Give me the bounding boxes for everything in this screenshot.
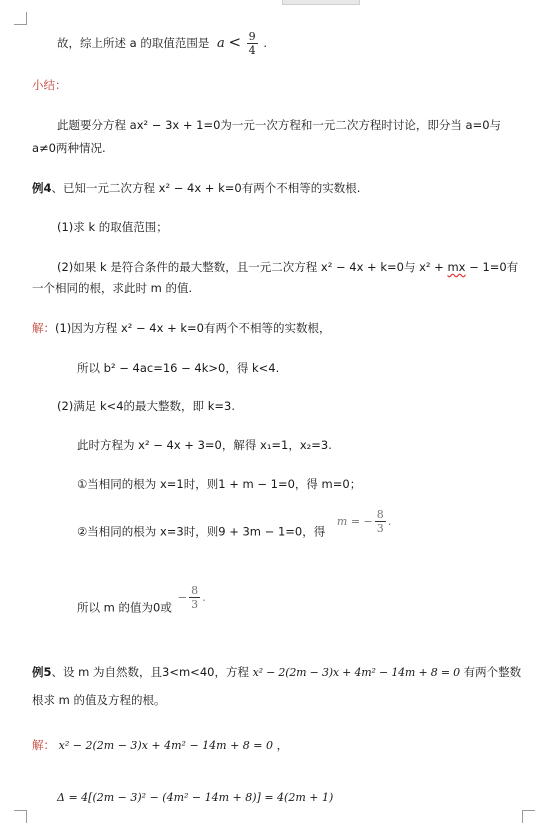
example-5-heading: [32, 664, 521, 681]
solution-4-line-3: (2)满足 k<4的最大整数，即 k=3.: [57, 399, 235, 413]
question-2-text-b: − 1=0有: [465, 260, 519, 274]
solution-5-line-1: [32, 737, 288, 754]
solution-4-line-4: 此时方程为 x² − 4x + 3=0，解得 x₁=1，x₂=3.: [77, 438, 332, 452]
summary-label: 小结：: [32, 78, 67, 92]
solution-4-text-7: 所以 m 的值为0或: [77, 600, 172, 615]
example-4-label: 例4: [32, 181, 52, 195]
example-5-text: 、设 m 为自然数，且3<m<40，方程: [51, 665, 249, 679]
example-4-question-2: [57, 259, 518, 275]
spellcheck-word: mx: [447, 260, 466, 274]
answer-end: .: [202, 590, 206, 604]
fraction-denominator: 3: [191, 598, 199, 611]
top-tab-strip: [282, 0, 360, 5]
page-corner-bottom-left: [14, 810, 27, 823]
solution-4-line-1: [32, 320, 331, 336]
m-end: .: [387, 514, 392, 528]
summary-line-2: a≠0两种情况.: [32, 141, 106, 155]
example-5-line-2: 根求 m 的值及方程的根。: [32, 693, 166, 707]
answer-fraction: [189, 584, 200, 611]
question-2-text-a: (2)如果 k 是符合条件的最大整数，且一元二次方程 x² − 4x + k=0与 x² +: [57, 260, 448, 274]
conclusion-op: <: [228, 33, 242, 51]
neg-sign: −: [177, 590, 188, 604]
page-corner-bottom-right: [522, 810, 535, 823]
solution-4-line-7: [77, 584, 206, 623]
example-4-heading: [32, 180, 360, 196]
solution-5-equation: x² − 2(2m − 3)x + 4m² − 14m + 8 = 0: [58, 739, 274, 752]
fraction-numerator: 8: [191, 584, 199, 597]
fraction-numerator: 8: [376, 508, 384, 521]
solution-5-end: ，: [276, 738, 289, 752]
fraction-denominator: 3: [376, 522, 384, 535]
m-fraction: [375, 508, 386, 535]
page-corner-top-left: [14, 12, 27, 25]
solution-4-line-5: ①当相同的根为 x=1时，则1 + m − 1=0，得 m=0；: [77, 477, 362, 491]
solution-4-text-1: (1)因为方程 x² − 4x + k=0有两个不相等的实数根，: [55, 321, 331, 335]
example-4-question-1: (1)求 k 的取值范围；: [57, 220, 168, 234]
example-4-question-2-cont: 一个相同的根，求此时 m 的值.: [32, 281, 193, 295]
solution-label: 解：: [32, 738, 55, 752]
example-5-equation: x² − 2(2m − 3)x + 4m² − 14m + 8 = 0: [252, 666, 460, 679]
solution-4-line-6: [77, 508, 392, 547]
conclusion-fraction: [247, 30, 258, 57]
example-4-text: 、已知一元二次方程 x² − 4x + k=0有两个不相等的实数根.: [51, 181, 361, 195]
conclusion-line: [57, 28, 267, 58]
example-5-tail: 有两个整数: [463, 665, 522, 679]
m-equals: m = −: [336, 514, 373, 528]
solution-4-text-6: ②当相同的根为 x=3时，则9 + 3m − 1=0，得: [77, 524, 326, 539]
conclusion-end: .: [263, 36, 267, 50]
solution-4-line-2: 所以 b² − 4ac=16 − 4k>0，得 k<4.: [77, 361, 280, 375]
conclusion-text: 故，综上所述 a 的取值范围是: [57, 36, 210, 50]
fraction-denominator: 4: [248, 44, 256, 57]
fraction-numerator: 9: [248, 30, 256, 43]
delta-equation: Δ = 4[(2m − 3)² − (4m² − 14m + 8)] = 4(2m + 1): [57, 791, 334, 804]
summary-line-1: 此题要分方程 ax² − 3x + 1=0为一元一次方程和一元二次方程时讨论，即分当 a=0与: [57, 118, 502, 132]
delta-line: [57, 789, 333, 806]
solution-label: 解：: [32, 321, 55, 335]
conclusion-var: a: [217, 36, 225, 51]
example-5-label: 例5: [32, 665, 52, 679]
